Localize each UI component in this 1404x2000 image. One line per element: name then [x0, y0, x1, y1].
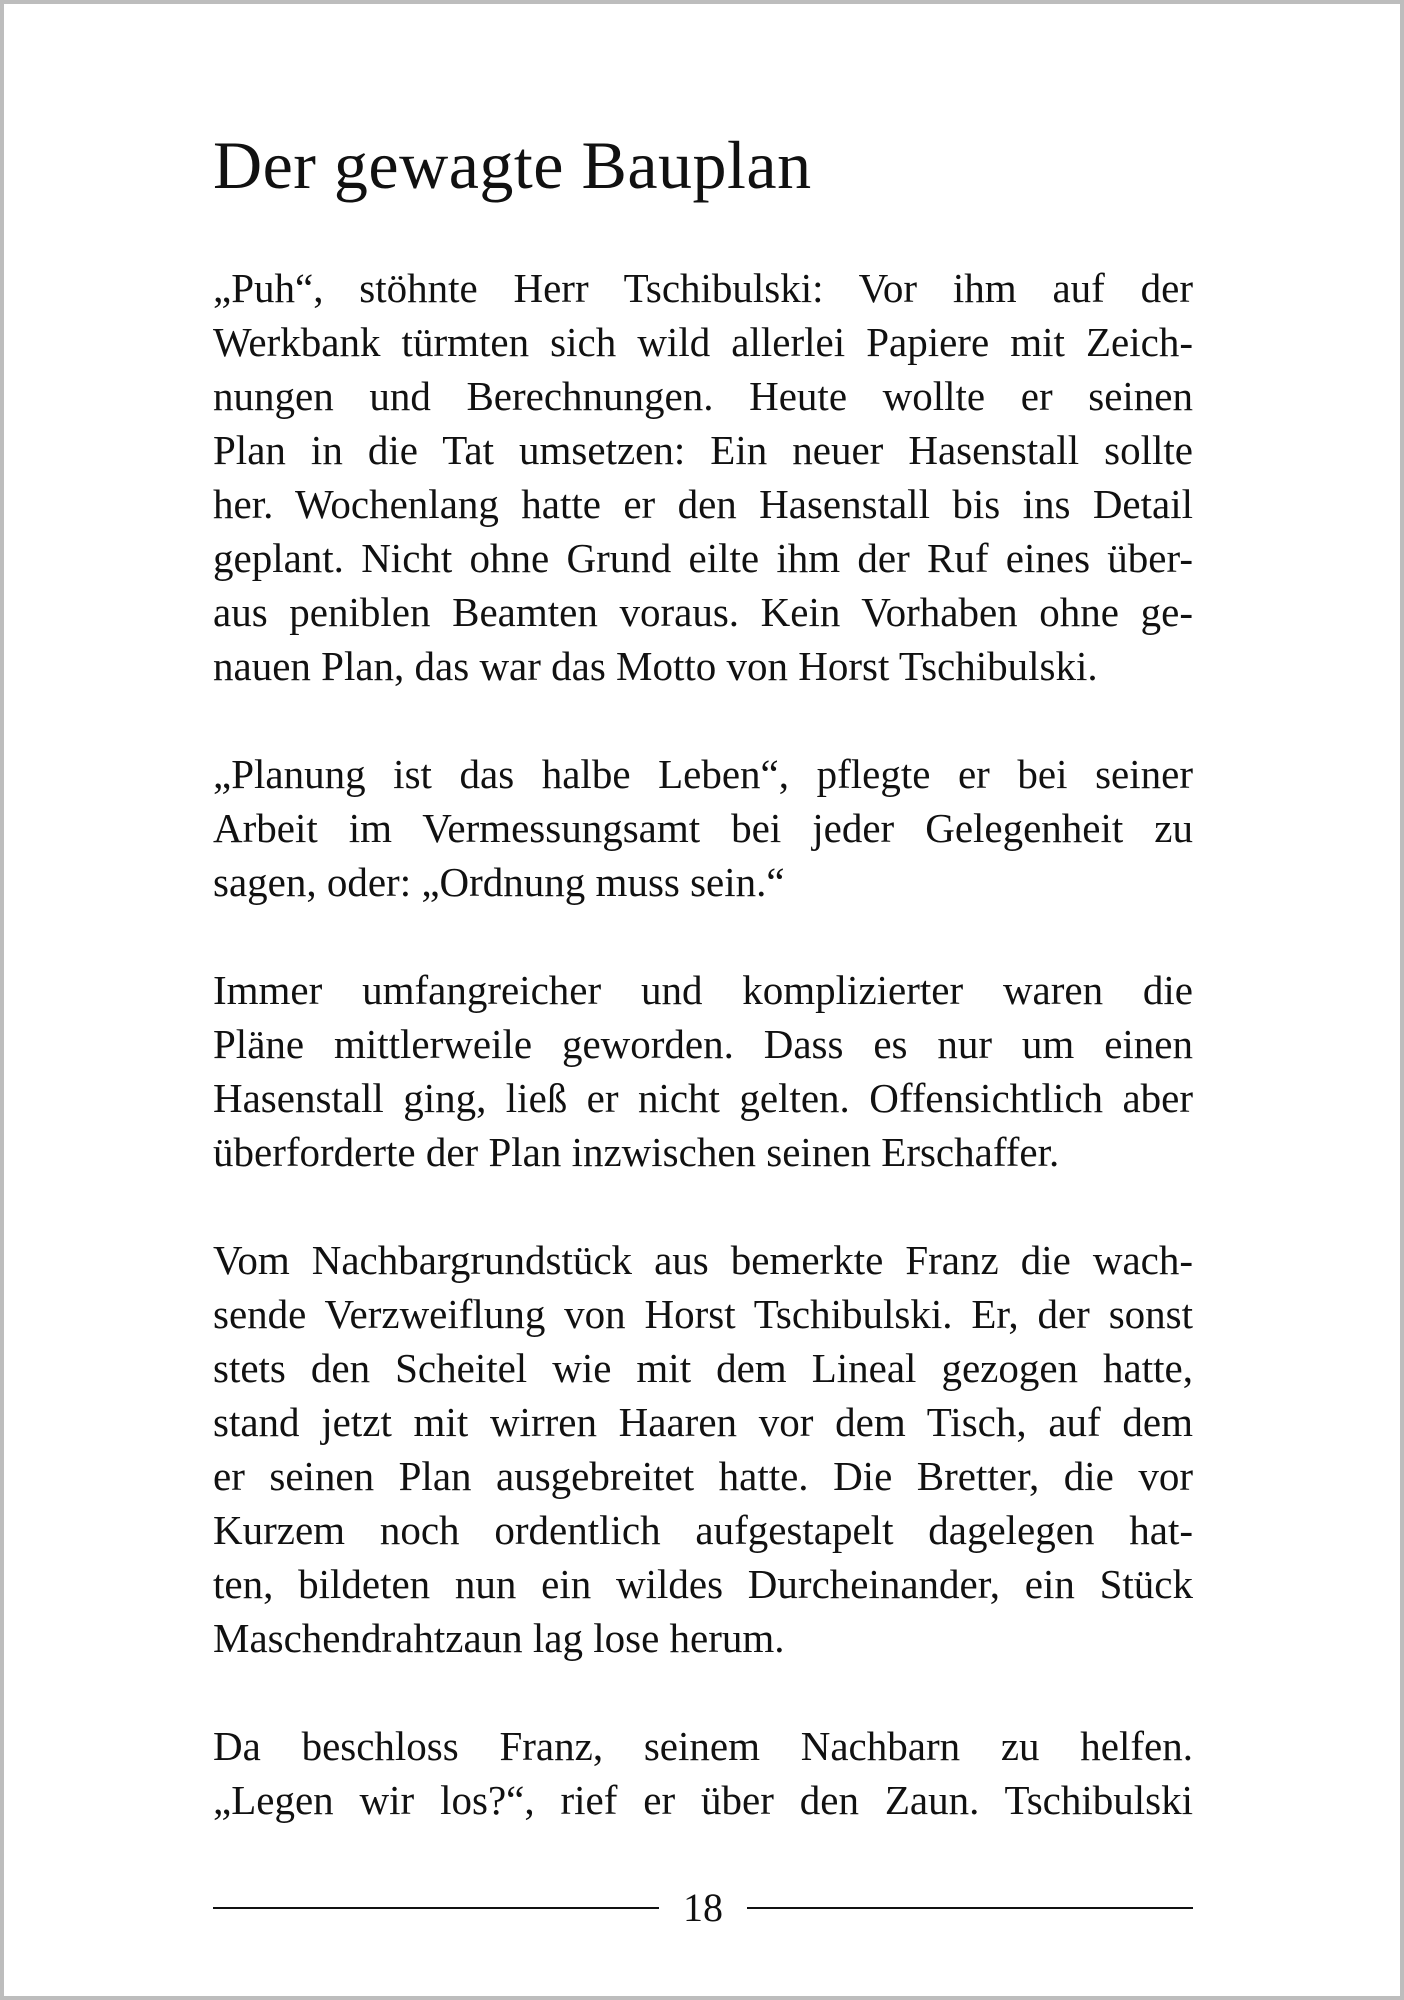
footer-rule-left	[213, 1907, 659, 1909]
text-line: Pläne mittlerweile geworden. Dass es nur um einen	[213, 1021, 1193, 1067]
text-line: Arbeit im Vermessungsamt bei jeder Gelegenheit zu	[213, 805, 1193, 851]
paragraph-5	[213, 1719, 1193, 1827]
text-line: Maschendrahtzaun lag lose herum.	[213, 1615, 785, 1661]
text-line: stand jetzt mit wirren Haaren vor dem Tisch, auf dem	[213, 1399, 1193, 1445]
text-line: Hasenstall ging, ließ er nicht gelten. Offensichtlich aber	[213, 1075, 1193, 1121]
text-line: nauen Plan, das war das Motto von Horst Tschibulski.	[213, 643, 1098, 689]
chapter-title: Der gewagte Bauplan	[213, 127, 812, 203]
text-line: nungen und Berechnungen. Heute wollte er seinen	[213, 373, 1193, 419]
text-line: „Puh“, stöhnte Herr Tschibulski: Vor ihm auf der	[213, 265, 1193, 311]
paragraph-1	[213, 261, 1193, 693]
text-line: „Legen wir los?“, rief er über den Zaun. Tschibulski	[213, 1777, 1193, 1823]
text-line: Immer umfangreicher und komplizierter waren die	[213, 967, 1193, 1013]
text-line: stets den Scheitel wie mit dem Lineal gezogen hatte,	[213, 1345, 1193, 1391]
text-line: sagen, oder: „Ordnung muss sein.“	[213, 859, 785, 905]
text-line: überforderte der Plan inzwischen seinen Erschaffer.	[213, 1129, 1060, 1175]
page-number: 18	[683, 1885, 723, 1930]
text-line: „Planung ist das halbe Leben“, pflegte er bei seiner	[213, 751, 1193, 797]
paragraph-2	[213, 747, 1193, 909]
text-line: sende Verzweiflung von Horst Tschibulski. Er, der sonst	[213, 1291, 1193, 1337]
text-line: geplant. Nicht ohne Grund eilte ihm der Ruf eines über-	[213, 535, 1193, 581]
text-line: her. Wochenlang hatte er den Hasenstall bis ins Detail	[213, 481, 1193, 527]
footer-rule-right	[747, 1907, 1193, 1909]
text-line: Plan in die Tat umsetzen: Ein neuer Hasenstall sollte	[213, 427, 1193, 473]
text-line: Da beschloss Franz, seinem Nachbarn zu helfen.	[213, 1723, 1193, 1769]
paragraph-4	[213, 1233, 1193, 1665]
text-line: aus peniblen Beamten voraus. Kein Vorhaben ohne ge-	[213, 589, 1193, 635]
text-line: er seinen Plan ausgebreitet hatte. Die Bretter, die vor	[213, 1453, 1193, 1499]
page-footer	[213, 1878, 1193, 1938]
paragraph-3	[213, 963, 1193, 1179]
text-line: Werkbank türmten sich wild allerlei Papiere mit Zeich-	[213, 319, 1193, 365]
text-line: Kurzem noch ordentlich aufgestapelt dagelegen hat-	[213, 1507, 1193, 1553]
text-line: ten, bildeten nun ein wildes Durcheinander, ein Stück	[213, 1561, 1193, 1607]
text-line: Vom Nachbargrundstück aus bemerkte Franz die wach-	[213, 1237, 1193, 1283]
page-content	[213, 125, 1193, 1881]
